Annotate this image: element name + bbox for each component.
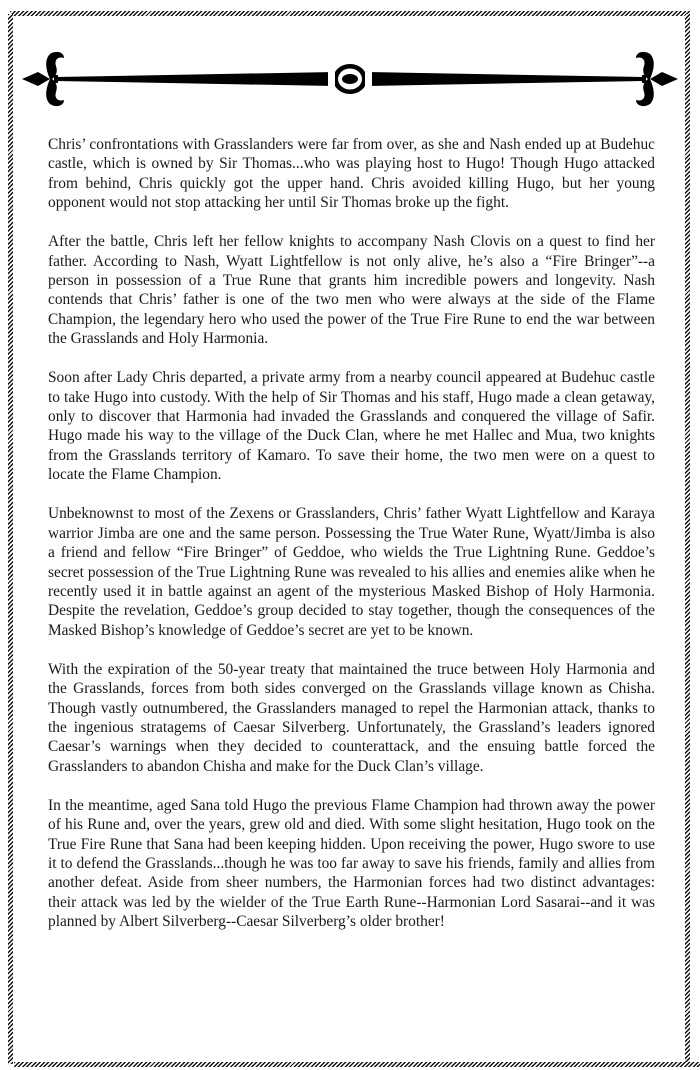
paragraph: Chris’ confrontations with Grasslanders were far from over, as she and Nash ended up at Budehuc castle, which is owned by Sir Thomas...who was playing host to Hugo! Though Hugo attacked from behind, Chris quickly got the upper hand. Chris avoided killing Hugo, but her young opponent would not stop attacking her until Sir Thomas broke up the fight. [48,136,655,212]
paragraph: In the meantime, aged Sana told Hugo the previous Flame Champion had thrown away the power of his Rune and, over the years, grew old and died. With some slight hesitation, Hugo took on the True Fire Rune that Sana had been keeping hidden. Upon receiving the power, Hugo swore to use it to defend the Grasslands...though he was too far away to save his friends, family and allies from another defeat. Aside from sheer numbers, the Harmonian forces had two distinct advantages: their attack was led by the wielder of the True Earth Rune--Harmonian Lord Sasarai--and it was planned by Albert Silverberg--Caesar Silverberg’s older brother! [48,796,655,931]
hatched-border-right [685,14,690,1064]
hatched-border-top [10,11,690,16]
fleur-de-lis-divider-icon [20,48,680,110]
document-body [48,135,655,951]
paragraph: With the expiration of the 50-year treaty that maintained the truce between Holy Harmonia and the Grasslands, forces from both sides converged on the Grasslands village known as Chisha. Though vastly outnumbered, the Grasslanders managed to repel the Harmonian attack, thanks to the ingenious stratagems of Caesar Silverberg. Unfortunately, the Grassland’s leaders ignored Caesar’s warnings when they decided to counterattack, and the ensuing battle forced the Grasslanders to abandon Chisha and make for the Duck Clan’s village. [48,660,655,775]
paragraph: Unbeknownst to most of the Zexens or Grasslanders, Chris’ father Wyatt Lightfellow and Karaya warrior Jimba are one and the same person. Possessing the True Water Rune, Wyatt/Jimba is also a friend and fellow “Fire Bringer” of Geddoe, who wields the True Lightning Rune. Geddoe’s secret possession of the True Lightning Rune was revealed to his allies and enemies alike when he recently used it in battle against an agent of the mysterious Masked Bishop of Holy Harmonia. Despite the revelation, Geddoe’s group decided to stay together, though the consequences of the Masked Bishop’s knowledge of Geddoe’s secret are yet to be known. [48,505,655,639]
paragraph: After the battle, Chris left her fellow knights to accompany Nash Clovis on a quest to find her father. According to Nash, Wyatt Lightfellow is not only alive, he’s also a “Fire Bringer”--a person in possession of a True Rune that grants him incredible powers and longevity. Nash contends that Chris’ father is one of the two men who were always at the side of the Flame Champion, the legendary hero who used the power of the True Fire Rune to end the war between the Grasslands and Holy Harmonia. [48,233,655,348]
hatched-border-bottom [14,1062,700,1067]
hatched-border-left [8,14,13,1064]
paragraph: Soon after Lady Chris departed, a private army from a nearby council appeared at Budehuc castle to take Hugo into custody. With the help of Sir Thomas and his staff, Hugo made a clean getaway, only to discover that Harmonia had invaded the Grasslands and conquered the village of Safir. Hugo made his way to the village of the Duck Clan, where he met Hallec and Mua, two knights from the Grasslands territory of Kamaro. To save their home, the two men were on a quest to locate the Flame Champion. [48,369,655,484]
